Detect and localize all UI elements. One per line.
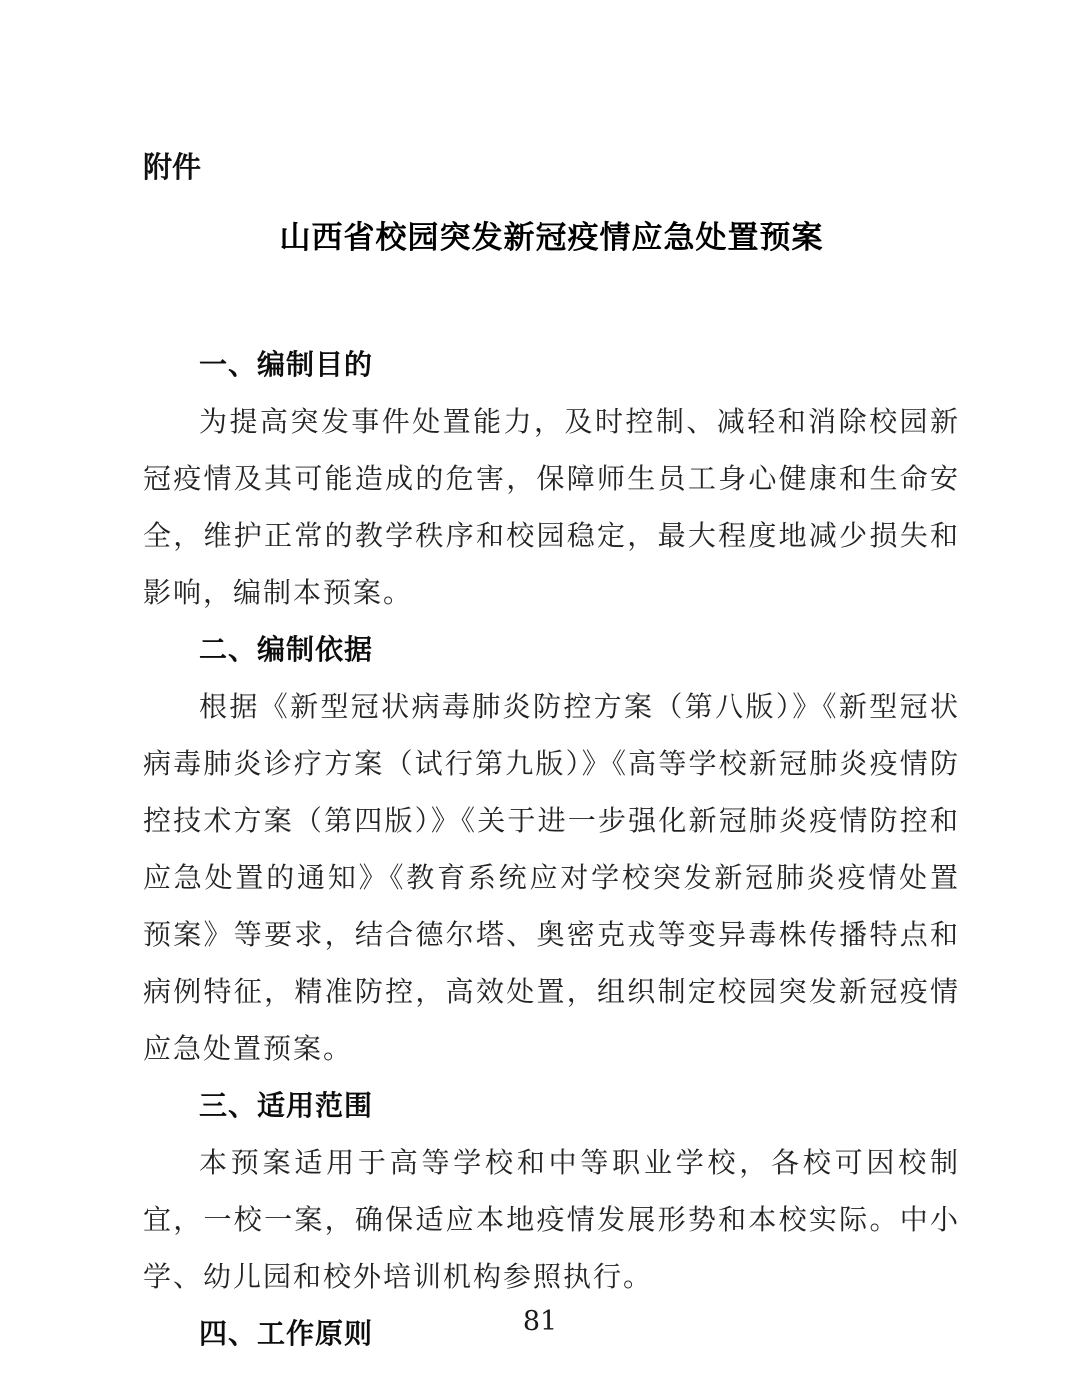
- page-number: 81: [522, 1306, 558, 1337]
- attachment-label: 附件: [143, 152, 202, 184]
- section-paragraph-2: 根据《新型冠状病毒肺炎防控方案（第八版）》《新型冠状病毒肺炎诊疗方案（试行第九版）》《高等学校新冠肺炎疫情防控技术方案（第四版）》《关于进一步强化新冠肺炎疫情防控和应急处置的通知》《教育系统应对学校突发新冠肺炎疫情处置预案》等要求，结合德尔塔、奥密克戎等变异毒株传播特点和病例特征，精准防控，高效处置，组织制定校园突发新冠疫情应急处置预案。: [143, 690, 960, 1065]
- section-heading-2: 二、编制依据: [199, 634, 374, 665]
- section-heading-1: 一、编制目的: [199, 349, 374, 380]
- section-heading-4: 四、工作原则: [199, 1318, 374, 1349]
- section-paragraph-1: 为提高突发事件处置能力，及时控制、减轻和消除校园新冠疫情及其可能造成的危害，保障师生员工身心健康和生命安全，维护正常的教学秩序和校园稳定，最大程度地减少损失和影响，编制本预案。: [143, 405, 960, 609]
- document-title: 山西省校园突发新冠疫情应急处置预案: [279, 220, 824, 256]
- document-body: [143, 336, 960, 1362]
- section-heading-3: 三、适用范围: [199, 1090, 374, 1121]
- section-paragraph-3: 本预案适用于高等学校和中等职业学校，各校可因校制宜，一校一案，确保适应本地疫情发展形势和本校实际。中小学、幼儿园和校外培训机构参照执行。: [143, 1146, 960, 1293]
